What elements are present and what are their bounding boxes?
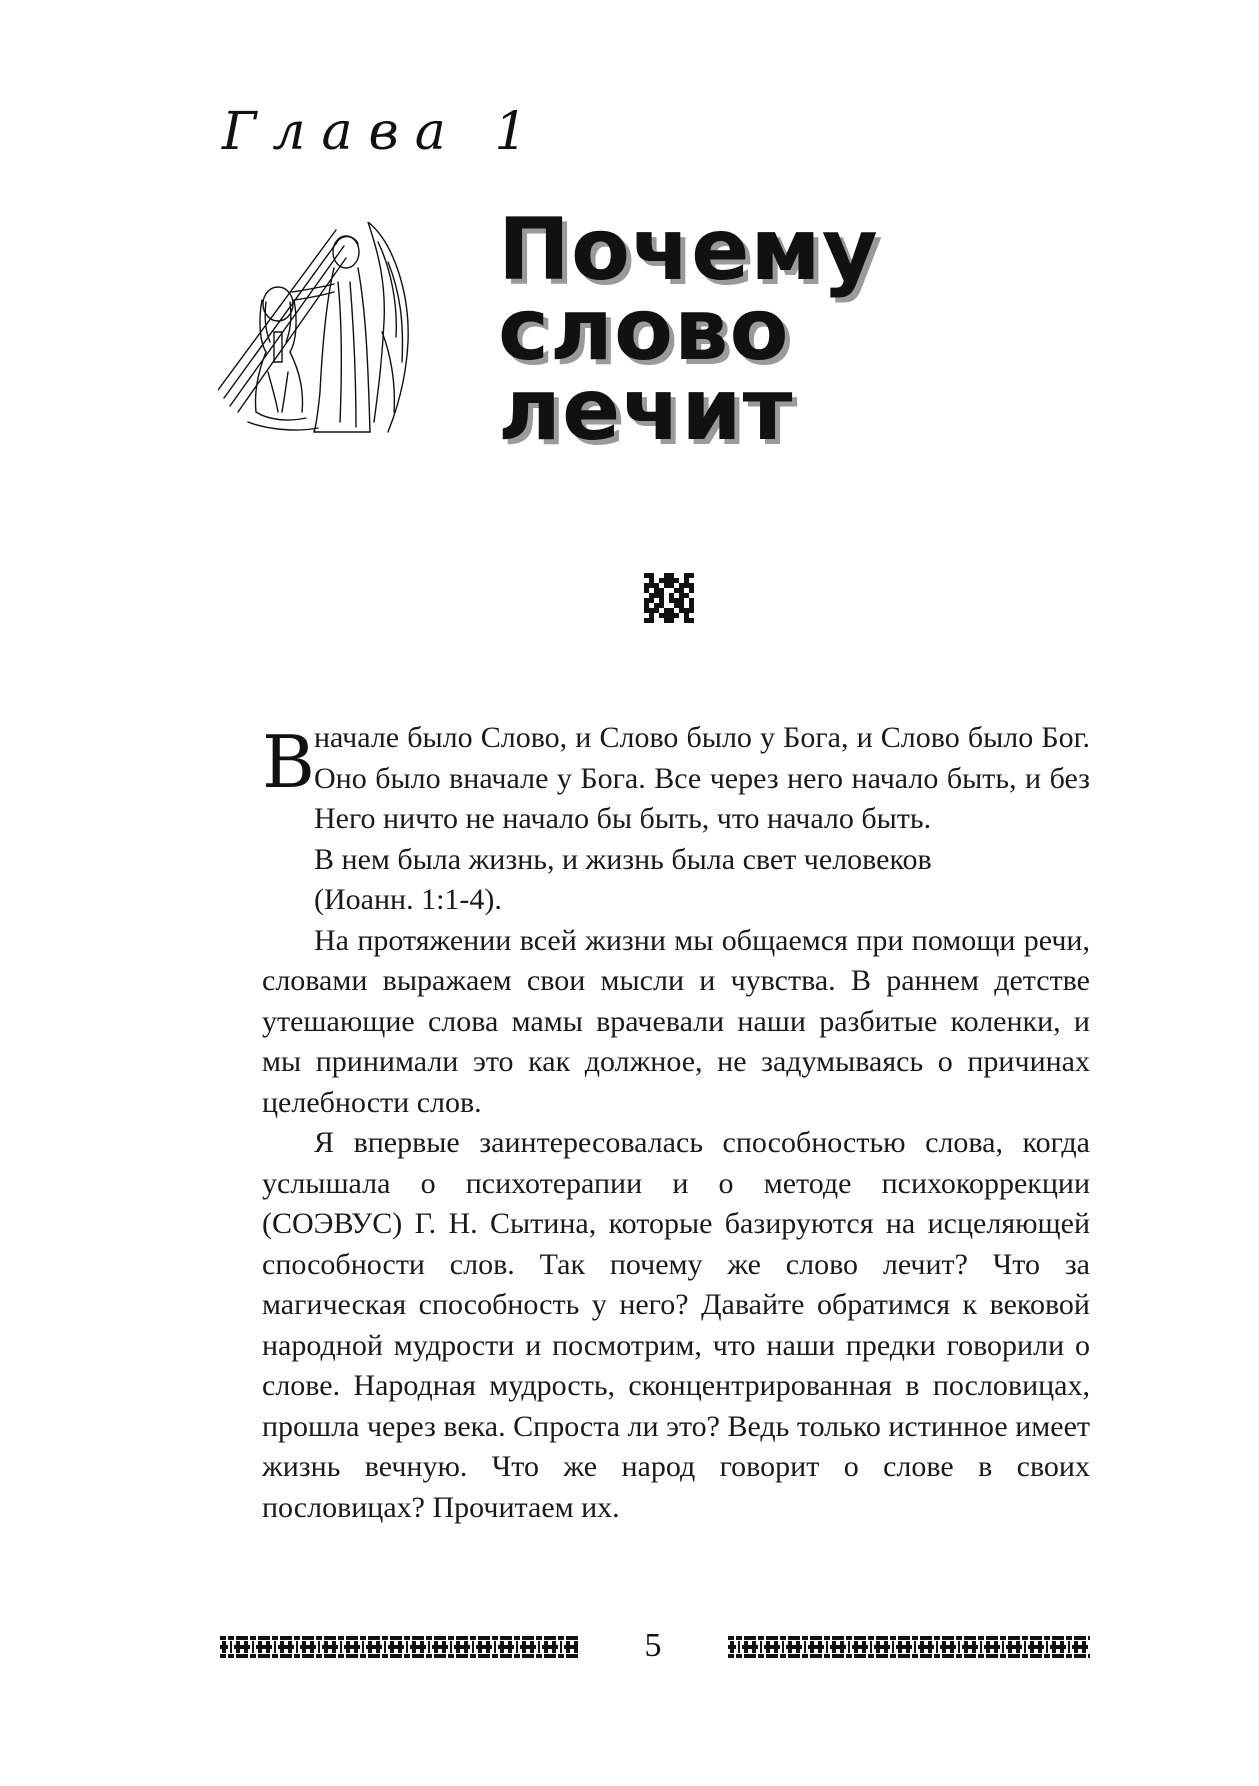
- title-line-3: лечит: [498, 360, 794, 460]
- page-footer: [220, 1626, 1090, 1666]
- page-number: 5: [644, 1627, 662, 1664]
- chapter-title: [498, 200, 879, 460]
- chapter-label: Глава 1: [222, 102, 544, 162]
- ornament-band-icon: [728, 1636, 1090, 1658]
- title-line-1: Почему: [498, 200, 879, 300]
- paragraph-2-line-1: В нем была жизнь, и жизнь была свет человеков: [314, 842, 932, 876]
- paragraph-3: На протяжении всей жизни мы общаемся при помощи речи, словами выражаем свои мысли и чувства. В раннем детстве утешающие слова мамы врачевали наши разбитые коленки, и мы принимали это как должное, не задумываясь о причинах целебности слов.: [262, 923, 1090, 1119]
- square-ornament-icon: [644, 572, 694, 624]
- ornament-band-icon: [220, 1636, 578, 1658]
- paragraph-4: Я впервые заинтересовалась способностью слова, когда услышала о психотерапии и о методе психокоррекции (СОЭВУС) Г. Н. Сытина, которые базируются на исцеляющей способности слов. Так почему же слово лечит? Что за магическая способность у него? Давайте обратимся к вековой народной мудрости и посмотрим, что наши предки говорили о слове. Народная мудрость, сконцентрированная в пословицах, прошла через века. Спроста ли это? Ведь только истинное имеет жизнь вечную. Что же народ говорит о слове в своих пословицах? Прочитаем их.: [262, 1126, 1090, 1524]
- angel-illustration-icon: [218, 222, 418, 434]
- body-text: [262, 718, 1090, 1528]
- drop-cap: В: [262, 720, 315, 804]
- paragraph-1: начале было Слово, и Слово было у Бога, и Слово было Бог. Оно было вначале у Бога. Все через него начало быть, и без Него ничто не начало бы быть, что начало быть.: [314, 721, 1090, 835]
- title-line-2: слово: [498, 280, 790, 380]
- paragraph-2-line-2: (Иоанн. 1:1-4).: [314, 883, 502, 916]
